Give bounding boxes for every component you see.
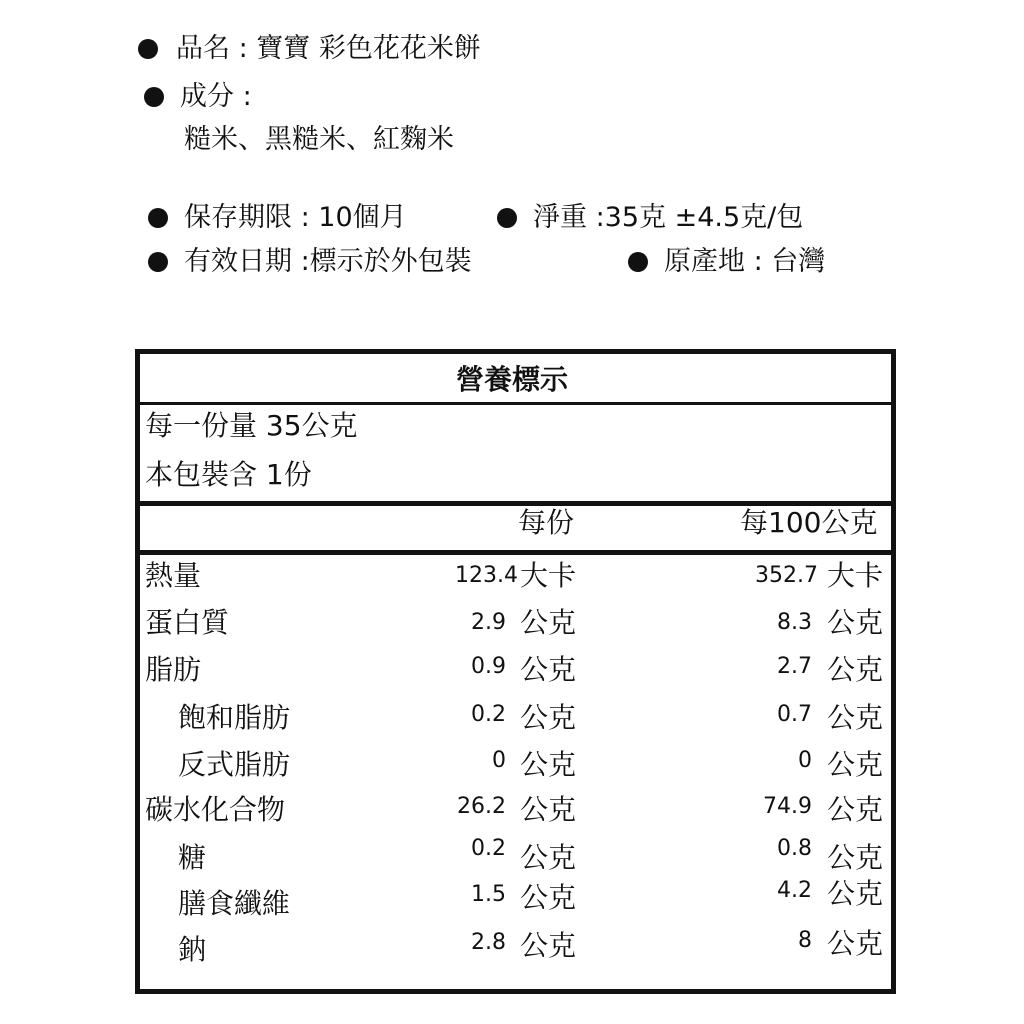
per-serving-unit: 公克	[520, 793, 577, 826]
per-serving-unit: 大卡	[520, 559, 577, 592]
per-100g-unit: 公克	[827, 841, 884, 874]
per-100g-unit: 公克	[827, 793, 884, 826]
per-serving-value: 123.4	[455, 563, 518, 588]
per-100g-unit: 公克	[827, 653, 884, 686]
per-serving-value: 0.9	[471, 654, 506, 679]
per-serving-value: 2.9	[471, 610, 506, 635]
per-100g-unit: 公克	[827, 877, 884, 910]
per-100g-value: 0.7	[777, 702, 812, 727]
column-header-per-serving: 每份	[518, 506, 575, 539]
bullet-icon	[148, 208, 168, 228]
product-name: 品名 : 寶寶 彩色花花米餅	[176, 33, 481, 64]
per-100g-unit: 公克	[827, 701, 884, 734]
servings-per-package: 本包裝含 1份	[145, 458, 312, 491]
nutrient-label: 反式脂肪	[178, 748, 291, 781]
bullet-icon	[497, 208, 517, 228]
per-serving-value: 2.8	[471, 930, 506, 955]
per-serving-unit: 公克	[520, 881, 577, 914]
divider	[140, 402, 891, 405]
nutrient-label: 膳食纖維	[178, 887, 291, 920]
per-serving-value: 0.2	[471, 702, 506, 727]
net-weight: 淨重 :35克 ±4.5克/包	[533, 202, 804, 233]
per-100g-unit: 公克	[827, 606, 884, 639]
bullet-icon	[144, 87, 164, 107]
per-serving-unit: 公克	[520, 606, 577, 639]
nutrient-label: 蛋白質	[145, 606, 230, 639]
per-100g-unit: 公克	[827, 927, 884, 960]
per-100g-value: 8	[798, 928, 812, 953]
expiry-date: 有效日期 :標示於外包裝	[184, 246, 472, 277]
per-serving-unit: 公克	[520, 929, 577, 962]
per-100g-value: 0.8	[777, 836, 812, 861]
nutrition-title: 營養標示	[456, 363, 569, 396]
bullet-icon	[148, 252, 168, 272]
ingredients-value: 糙米、黑糙米、紅麴米	[184, 124, 454, 155]
nutrition-facts-panel	[135, 349, 896, 994]
per-serving-unit: 公克	[520, 748, 577, 781]
nutrient-label: 飽和脂肪	[178, 701, 291, 734]
bullet-icon	[138, 39, 158, 59]
serving-size: 每一份量 35公克	[145, 409, 358, 442]
per-serving-value: 0	[492, 748, 506, 773]
column-header-per-100g: 每100公克	[740, 506, 878, 539]
per-100g-unit: 公克	[827, 748, 884, 781]
nutrient-label: 脂肪	[145, 653, 202, 686]
per-serving-value: 0.2	[471, 836, 506, 861]
per-100g-value: 8.3	[777, 610, 812, 635]
ingredients-label: 成分 :	[180, 81, 252, 112]
per-serving-value: 1.5	[471, 882, 506, 907]
shelf-life: 保存期限 : 10個月	[184, 202, 407, 233]
nutrient-label: 鈉	[178, 933, 207, 966]
per-serving-value: 26.2	[457, 794, 506, 819]
per-100g-unit: 大卡	[827, 559, 884, 592]
divider	[140, 550, 891, 555]
per-100g-value: 4.2	[777, 878, 812, 903]
origin: 原產地 : 台灣	[664, 246, 826, 277]
bullet-icon	[628, 252, 648, 272]
nutrient-label: 熱量	[145, 559, 202, 592]
nutrient-label: 糖	[178, 841, 207, 874]
per-100g-value: 352.7	[755, 563, 818, 588]
per-serving-unit: 公克	[520, 653, 577, 686]
nutrient-label: 碳水化合物	[145, 793, 286, 826]
per-serving-unit: 公克	[520, 841, 577, 874]
per-serving-unit: 公克	[520, 701, 577, 734]
per-100g-value: 2.7	[777, 654, 812, 679]
per-100g-value: 0	[798, 748, 812, 773]
per-100g-value: 74.9	[763, 794, 812, 819]
